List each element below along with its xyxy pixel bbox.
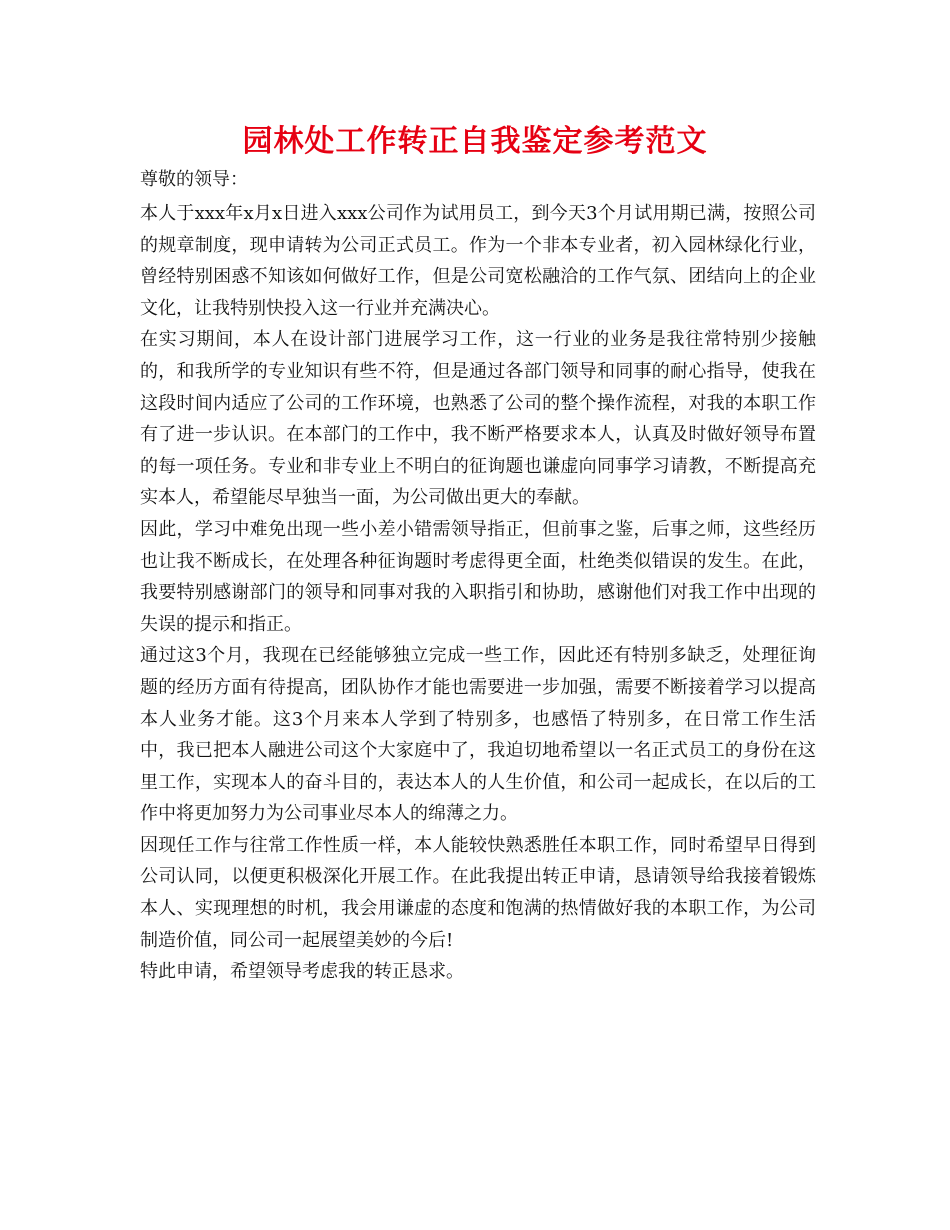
document-title: 园林处工作转正自我鉴定参考范文	[242, 124, 708, 159]
closing-paragraph: 特此申请，希望领导考虑我的转正恳求。	[140, 961, 464, 983]
paragraph-3: 因此，学习中难免出现一些小差小错需领导指正，但前事之鉴，后事之师，这些经历也让我不断成长，在处理各种征询题时考虑得更全面，杜绝类似错误的发生。在此，我要特别感谢部门的领导和同事对我的入职指引和协助，感谢他们对我工作中出现的失误的提示和指正。	[140, 518, 816, 635]
paragraph-2: 在实习期间，本人在设计部门进展学习工作，这一行业的业务是我往常特别少接触的，和我所学的专业知识有些不符，但是通过各部门领导和同事的耐心指导，使我在这段时间内适应了公司的工作环境，也熟悉了公司的整个操作流程，对我的本职工作有了进一步认识。在本部门的工作中，我不断严格要求本人，认真及时做好领导布置的每一项任务。专业和非专业上不明白的征询题也谦虚向同事学习请教，不断提高充实本人，希望能尽早独当一面，为公司做出更大的奉献。	[140, 329, 816, 509]
paragraph-4: 通过这3个月，我现在已经能够独立完成一些工作，因此还有特别多缺乏，处理征询题的经历方面有待提高，团队协作才能也需要进一步加强，需要不断接着学习以提高本人业务才能。这3个月来本人学到了特别多，也感悟了特别多，在日常工作生活中，我已把本人融进公司这个大家庭中了，我迫切地希望以一名正式员工的身份在这里工作，实现本人的奋斗目的，表达本人的人生价值，和公司一起成长，在以后的工作中将更加努力为公司事业尽本人的绵薄之力。	[140, 645, 816, 825]
salutation: 尊敬的领导：	[140, 169, 248, 190]
paragraph-5: 因现任工作与往常工作性质一样，本人能较快熟悉胜任本职工作，同时希望早日得到公司认同，以便更积极深化开展工作。在此我提出转正申请，恳请领导给我接着锻炼本人、实现理想的时机，我会用谦虚的态度和饱满的热情做好我的本职工作，为公司制造价值，同公司一起展望美妙的今后!	[140, 834, 816, 951]
paragraph-1: 本人于xxx年x月x日进入xxx公司作为试用员工，到今天3个月试用期已满，按照公司的规章制度，现申请转为公司正式员工。作为一个非本专业者，初入园林绿化行业，曾经特别困惑不知该如何做好工作，但是公司宽松融洽的工作气氛、团结向上的企业文化，让我特别快投入这一行业并充满决心。	[140, 203, 816, 319]
document-body	[140, 198, 816, 988]
